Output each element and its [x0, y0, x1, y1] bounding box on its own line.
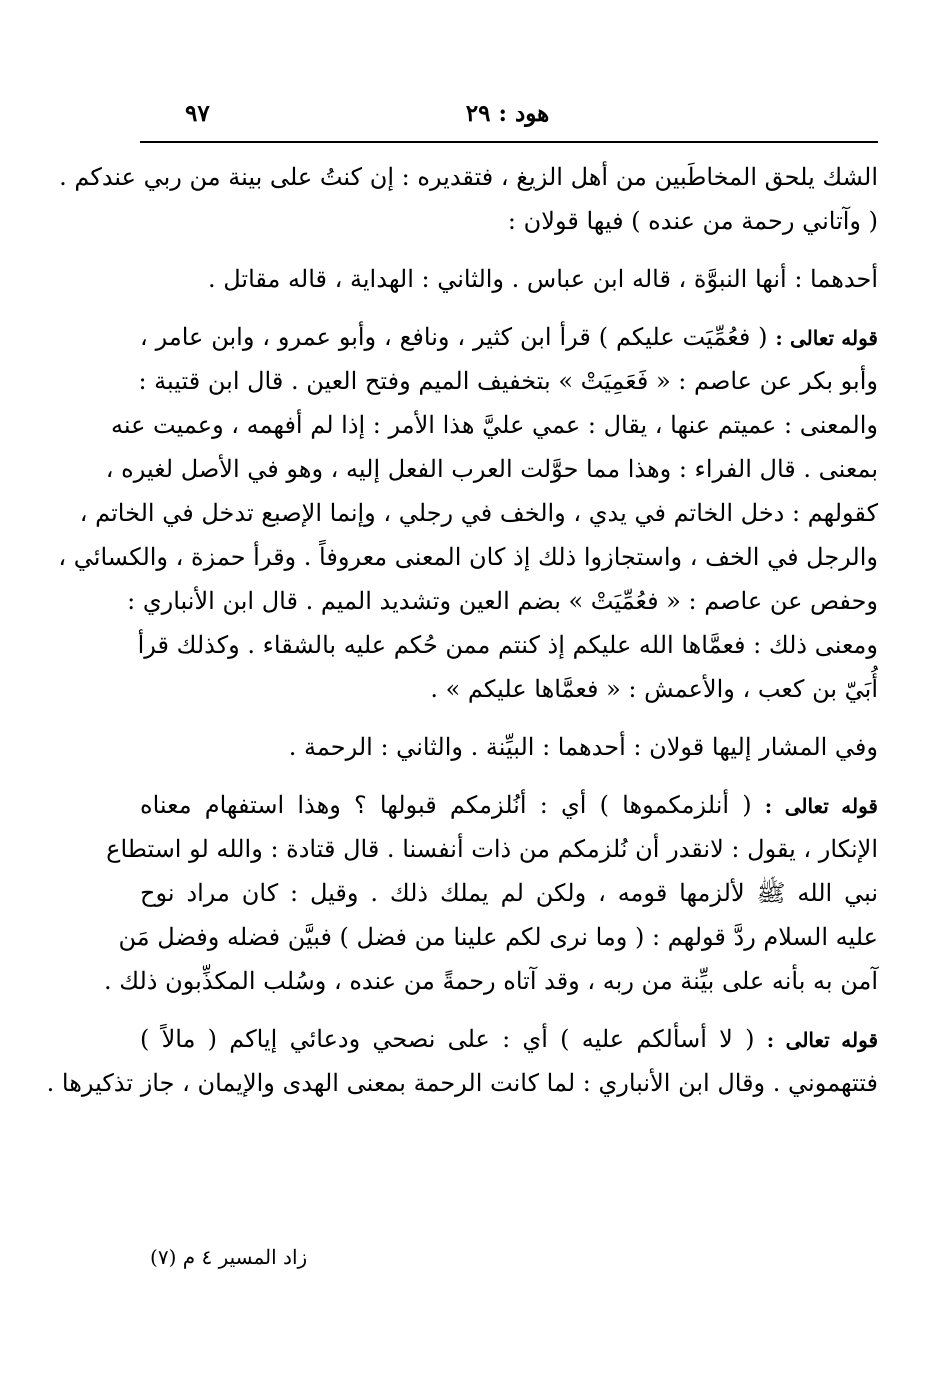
text-line: ومعنى ذلك : فعمَّاها الله عليكم إذ كنتم ممن حُكم عليه بالشقاء . وكذلك قرأ	[137, 631, 878, 659]
text-segment: ( أنلزمكموها ) أي : أنُلزمكم قبولها ؟ وهذا استفهام معناه	[140, 791, 752, 819]
paragraph-gap	[140, 769, 878, 783]
text-line: آمن به بأنه على بيِّنة من ربه ، وقد آتاه رحمةً من عنده ، وسُلب المكذِّبون ذلك .	[103, 967, 878, 995]
text-line: أحدهما : أنها النبوَّة ، قاله ابن عباس . والثاني : الهداية ، قاله مقاتل .	[207, 265, 878, 293]
text-line	[140, 315, 878, 359]
keyword-label: قوله تعالى :	[766, 1028, 878, 1052]
text-line	[140, 1017, 878, 1061]
paragraph-gap	[140, 243, 878, 257]
text-line: عليه السلام ردَّ قولهم : ( وما نرى لكم علينا من فضل ) فبيَّن فضله وفضل مَن	[118, 923, 878, 951]
text-line: والرجل في الخف ، واستجازوا ذلك إذ كان المعنى معروفاً . وقرأ حمزة ، والكسائي ،	[58, 543, 878, 571]
keyword-label: قوله تعالى :	[764, 794, 878, 818]
paragraph-gap	[140, 711, 878, 725]
text-line: نبي الله ﷺ لألزمها قومه ، ولكن لم يملك ذلك . وقيل : كان مراد نوح	[140, 879, 878, 907]
text-segment: ( لا أسألكم عليه ) أي : على نصحي ودعائي إياكم ( مالاً )	[140, 1025, 755, 1053]
paragraph-gap	[140, 301, 878, 315]
text-line: الشك يلحق المخاطَبين من أهل الزيغ ، فتقديره : إن كنتُ على بينة من ربي عندكم .	[59, 163, 878, 191]
text-line: والمعنى : عميتم عنها ، يقال : عمي عليَّ هذا الأمر : إذا لم أفهمه ، وعميت عنه	[111, 411, 878, 439]
footer-signature: زاد المسير ٤ م (٧)	[150, 1245, 308, 1269]
text-line: وأبو بكر عن عاصم : « فَعَمِيَتْ » بتخفيف الميم وفتح العين . قال ابن قتيبة :	[138, 367, 878, 395]
page-number: ٩٧	[185, 100, 210, 127]
text-line: الإنكار ، يقول : لانقدر أن نُلزمكم من ذات أنفسنا . قال قتادة : والله لو استطاع	[106, 835, 878, 863]
text-line	[140, 783, 878, 827]
page-header	[135, 100, 880, 134]
header-rule	[140, 141, 878, 143]
paragraph-gap	[140, 1003, 878, 1017]
text-line: فتتهموني . وقال ابن الأنباري : لما كانت الرحمة بمعنى الهدى والإيمان ، جاز تذكيرها .	[46, 1069, 878, 1097]
keyword-label: قوله تعالى :	[775, 326, 878, 350]
running-head: هود : ٢٩	[465, 100, 550, 127]
text-line: ( وآتاني رحمة من عنده ) فيها قولان :	[507, 207, 878, 235]
text-line: وفي المشار إليها قولان : أحدهما : البيِّنة . والثاني : الرحمة .	[288, 733, 878, 761]
text-line: وحفص عن عاصم : « فعُمِّيَتْ » بضم العين وتشديد الميم . قال ابن الأنباري :	[127, 587, 878, 615]
text-line: أُبَيّ بن كعب ، والأعمش : « فعمَّاها عليكم » .	[430, 675, 878, 703]
text-line: بمعنى . قال الفراء : وهذا مما حوَّلت العرب الفعل إليه ، وهو في الأصل لغيره ،	[105, 455, 878, 483]
text-segment: ( فعُمِّيَت عليكم ) قرأ ابن كثير ، ونافع ، وأبو عمرو ، وابن عامر ،	[140, 323, 768, 351]
text-line: كقولهم : دخل الخاتم في يدي ، والخف في رجلي ، وإنما الإصبع تدخل في الخاتم ،	[79, 499, 878, 527]
body-text	[46, 155, 878, 1105]
